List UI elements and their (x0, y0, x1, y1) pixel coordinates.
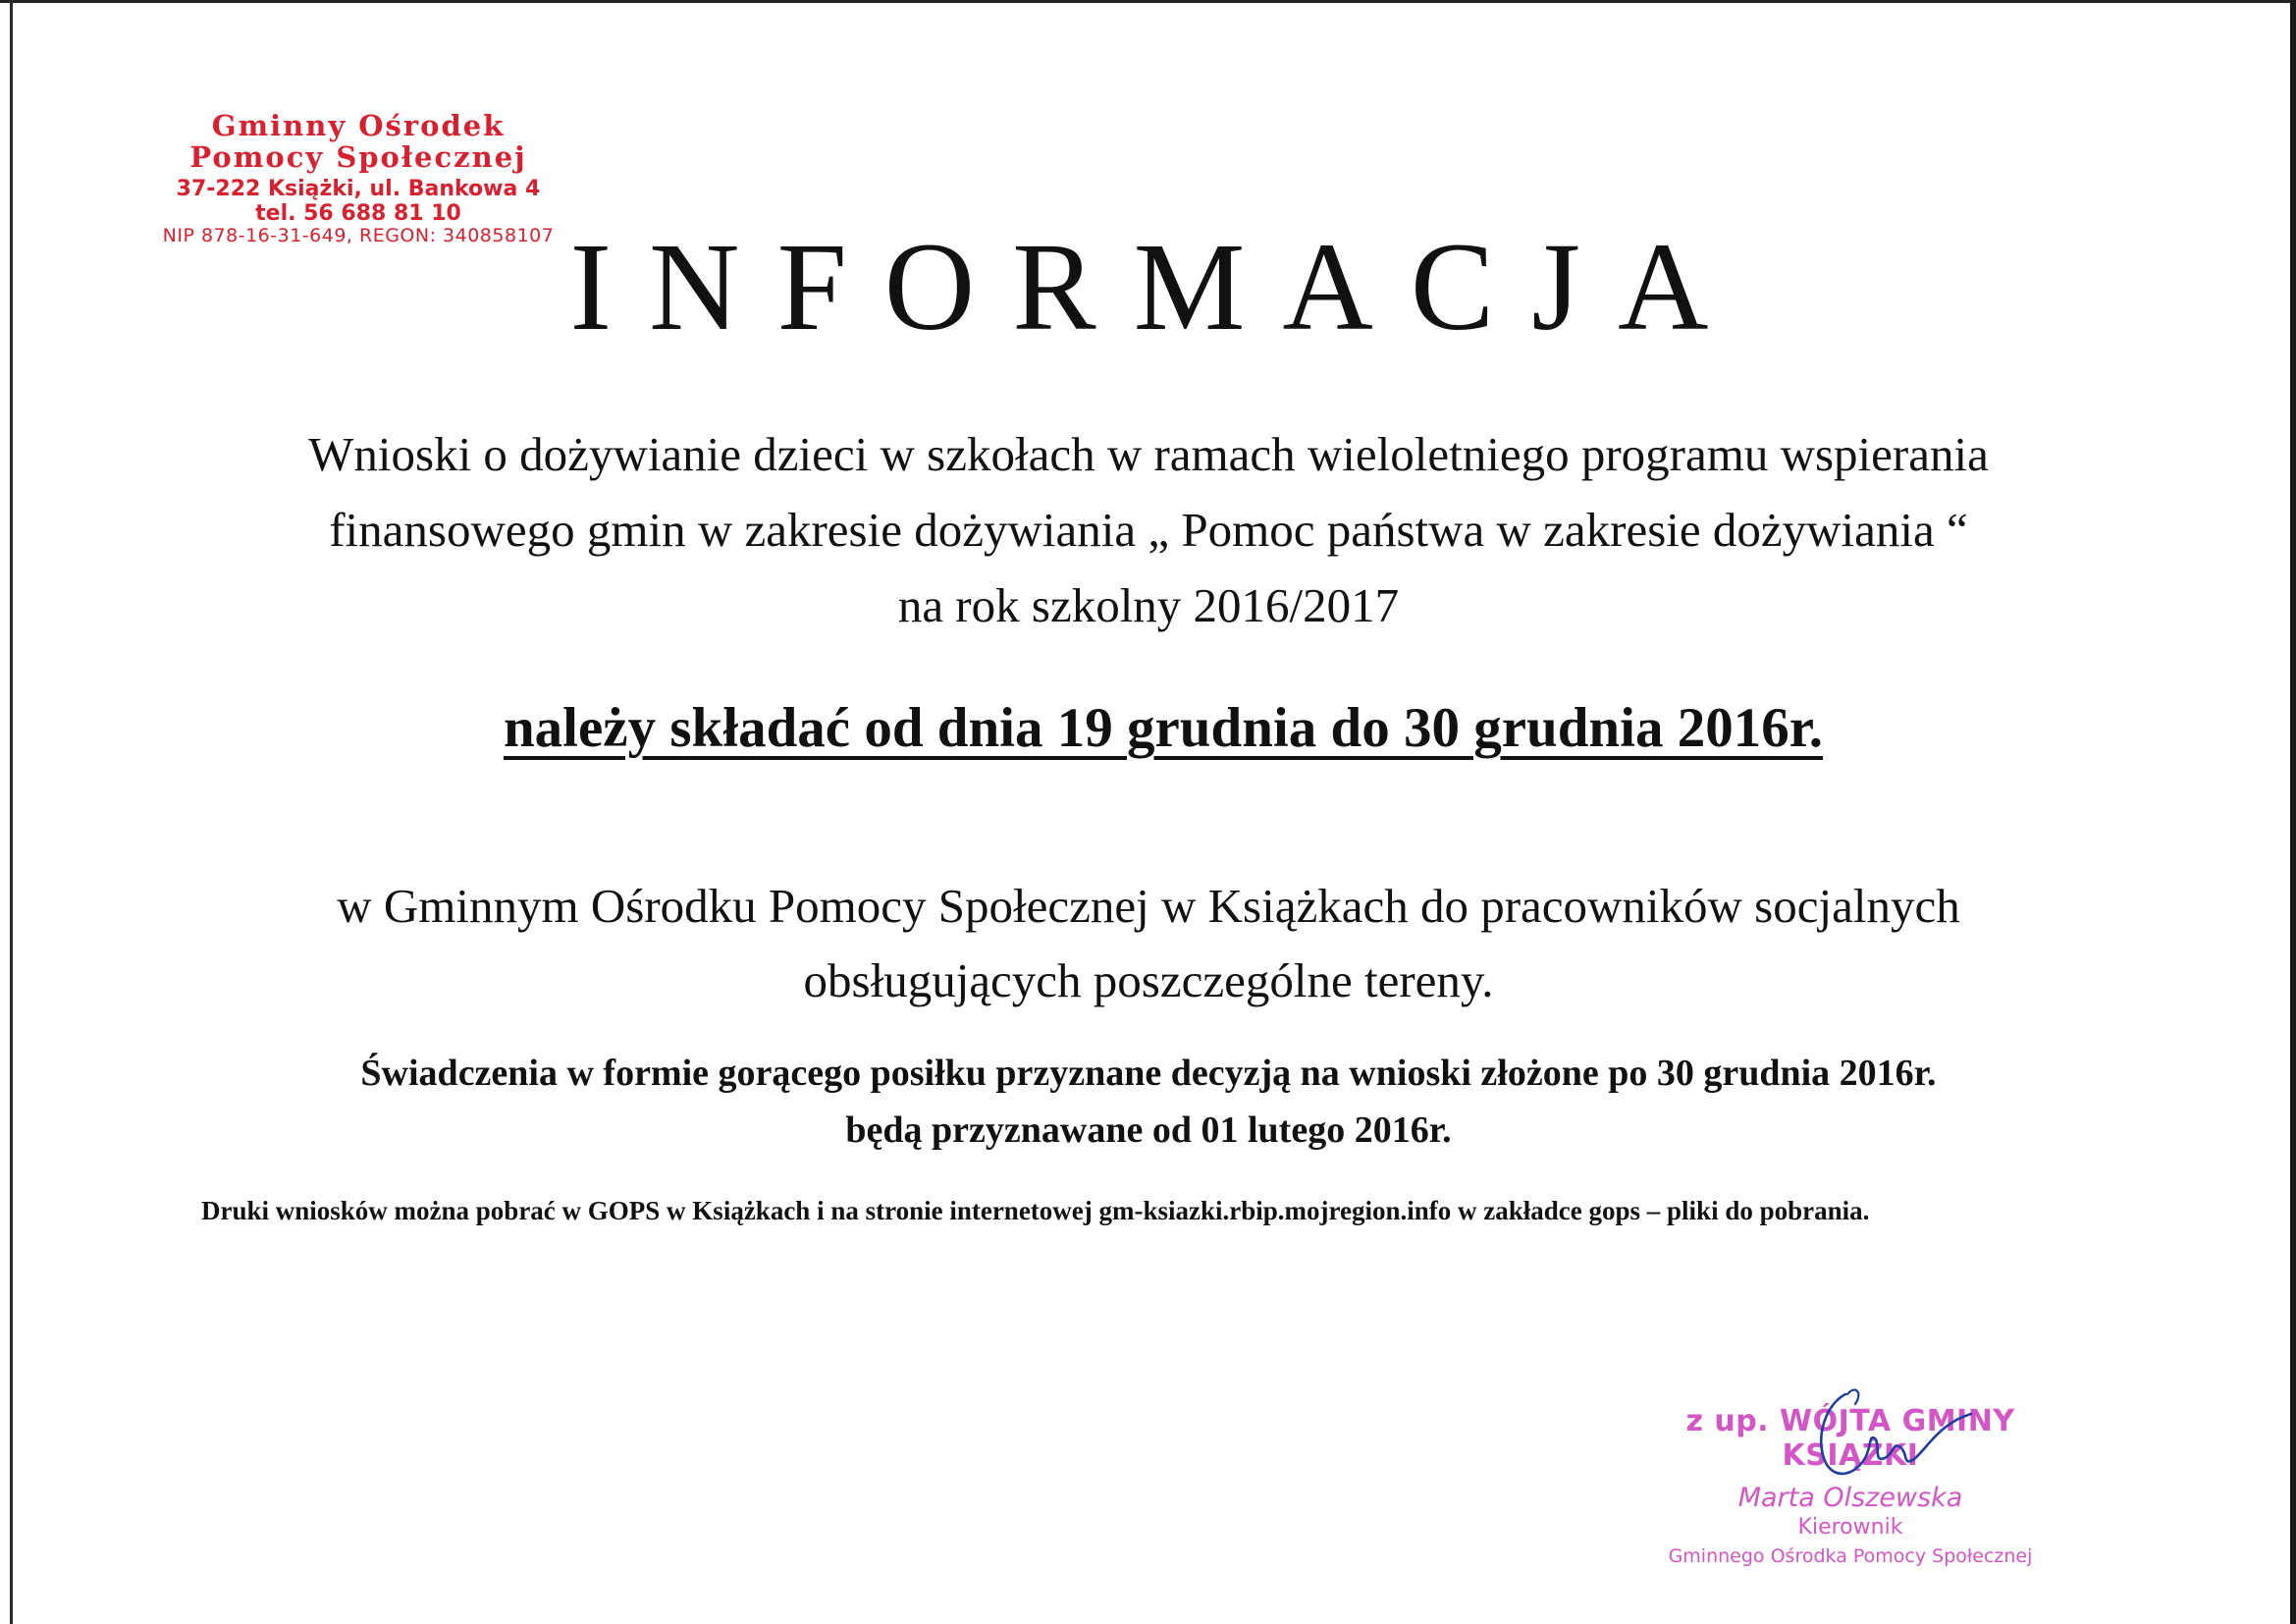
location-paragraph (167, 869, 2130, 1018)
intro-line: Wnioski o dożywianie dzieci w szkołach w ramach wieloletniego programu wspierania (308, 427, 1989, 481)
office-stamp-address: 37-222 Książki, ul. Bankowa 4 (176, 176, 541, 201)
location-line: obsługujących poszczególne tereny. (803, 952, 1494, 1007)
office-stamp-line2: Pomocy Społecznej (189, 140, 527, 175)
deadline-heading (0, 695, 2296, 762)
signature-stamp-name: Marta Olszewska (1737, 1483, 1963, 1513)
forms-note: Druki wniosków można pobrać w GOPS w Książkach i na stronie internetowej gm-ksiazki.rbip.mojregion.info w zakładce gops – pliki do pobrania. (201, 1196, 1870, 1225)
office-stamp-line1: Gminny Ośrodek (211, 109, 506, 142)
signature-stamp-institution: Gminnego Ośrodka Pomocy Społecznej (1668, 1545, 2033, 1567)
intro-line: finansowego gmin w zakresie dożywiania „ Pomoc państwa w zakresie dożywiania “ (329, 502, 1968, 557)
benefits-line: Świadczenia w formie gorącego posiłku przyznane decyzją na wnioski złożone po 30 grudnia 2016r. (360, 1053, 1937, 1094)
scan-edge-top (0, 0, 2296, 3)
document-title: INFORMACJA (569, 217, 1746, 356)
signature-stamp-authority: z up. WÓJTA GMINY KSIĄŻKI (1685, 1404, 2015, 1473)
office-stamp-phone: tel. 56 688 81 10 (255, 200, 461, 226)
benefits-line: będą przyznawane od 01 lutego 2016r. (845, 1109, 1452, 1151)
intro-paragraph (167, 417, 2130, 644)
benefits-paragraph (167, 1046, 2130, 1160)
intro-line: na rok szkolny 2016/2017 (897, 577, 1400, 632)
deadline-text: należy składać od dnia 19 grudnia do 30 grudnia 2016r. (503, 697, 1824, 759)
signature-stamp-position: Kierownik (1797, 1515, 1903, 1540)
handwritten-signature-icon (1787, 1365, 1983, 1502)
location-line: w Gminnym Ośrodku Pomocy Społecznej w Książkach do pracowników socjalnych (337, 879, 1960, 933)
office-stamp-nip-regon: NIP 878-16-31-649, REGON: 340858107 (162, 225, 555, 247)
signature-stamp (1629, 1394, 2071, 1571)
